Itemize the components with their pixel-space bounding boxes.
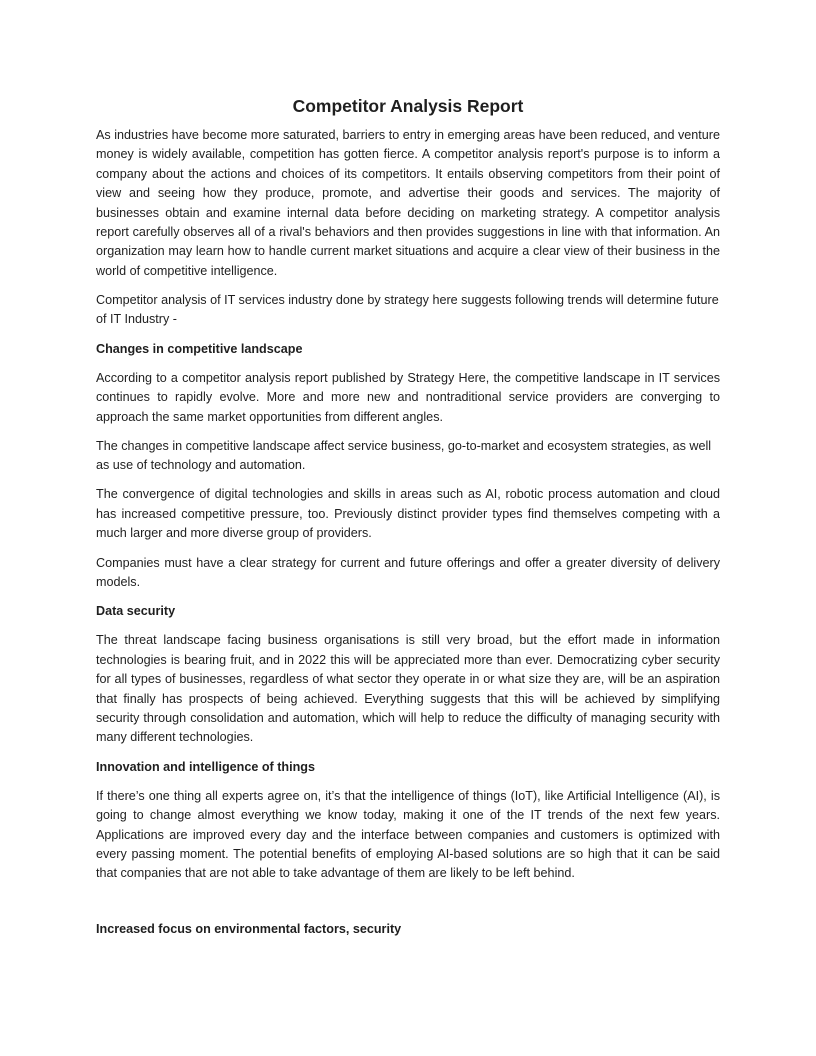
body-paragraph: The changes in competitive landscape affect service business, go-to-market and ecosystem strategies, as well as use of technology and automation. xyxy=(96,438,712,473)
section-heading-data-security: Data security xyxy=(96,604,176,619)
body-paragraph: The threat landscape facing business organisations is still very broad, but the effort made in information technologies is bearing fruit, and in 2022 this will be appreciated more than ever. Democratizing cyber security for all types of businesses, regardless of what sector they operate in or what size they are, will be an aspiration that finally has prospects of being achieved. Everything suggests that this will be achieved by simplifying security through consolidation and automation, which will help to reduce the difficulty of managing security with many different technologies. xyxy=(96,633,720,745)
intro-paragraph: As industries have become more saturated, barriers to entry in emerging areas have been reduced, and venture money is widely available, competition has gotten fierce. A competitor analysis report's purpose is to inform a company about the actions and choices of its competitors. It entails observing competitors from their point of view and seeing how they produce, promote, and advertise their goods and services. The majority of businesses obtain and examine internal data before deciding on marketing strategy. A competitor analysis report carefully observes all of a rival's behaviors and then provides suggestions in line with that information. An organization may learn how to handle current market situations and acquire a clear view of their business in the world of competitive intelligence. xyxy=(96,128,720,278)
body-paragraph: The convergence of digital technologies and skills in areas such as AI, robotic process automation and cloud has increased competitive pressure, too. Previously distinct provider types find themselves competing with a much larger and more diverse group of providers. xyxy=(96,487,720,541)
document-title: Competitor Analysis Report xyxy=(292,96,524,116)
section-heading-competitive-landscape: Changes in competitive landscape xyxy=(96,341,303,356)
lead-in-paragraph: Competitor analysis of IT services industry done by strategy here suggests following trends will determine future of IT Industry - xyxy=(96,293,719,327)
section-heading-innovation: Innovation and intelligence of things xyxy=(96,759,315,774)
body-paragraph: According to a competitor analysis report published by Strategy Here, the competitive landscape in IT services continues to rapidly evolve. More and more new and nontraditional service providers are converging to approach the same market opportunities from different angles. xyxy=(96,370,720,424)
body-paragraph: Companies must have a clear strategy for current and future offerings and offer a greater diversity of delivery models. xyxy=(96,555,720,589)
document-page xyxy=(96,94,720,949)
section-heading-environmental: Increased focus on environmental factors, security xyxy=(96,921,402,936)
body-paragraph: If there’s one thing all experts agree on, it’s that the intelligence of things (IoT), like Artificial Intelligence (AI), is going to change almost everything we know today, making it one of the IT trends of the next few years. Applications are improved every day and the interface between companies and customers is optimized with every passing moment. The potential benefits of employing AI-based solutions are so high that it can be said that companies that are not able to take advantage of them are likely to be left behind. xyxy=(96,788,720,881)
